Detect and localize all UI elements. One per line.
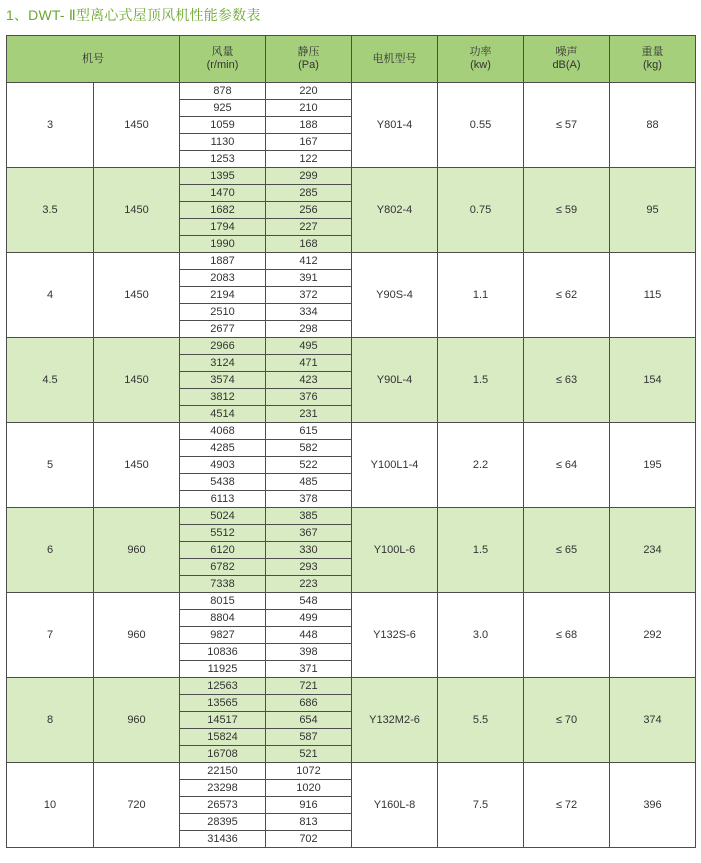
airflow-cell: 2083 (180, 270, 266, 287)
airflow-cell: 10836 (180, 644, 266, 661)
motor-cell: Y90L-4 (352, 338, 438, 423)
power-cell: 0.55 (438, 83, 524, 168)
airflow-cell: 4285 (180, 440, 266, 457)
table-row (7, 168, 696, 185)
airflow-cell: 1059 (180, 117, 266, 134)
table-row (7, 593, 696, 610)
pressure-cell: 227 (266, 219, 352, 236)
model-cell: 7 (7, 593, 94, 678)
header-airflow (180, 36, 266, 83)
speed-cell: 1450 (94, 168, 180, 253)
page-title: 1、DWT- Ⅱ型离心式屋顶风机性能参数表 (6, 7, 261, 23)
weight-cell: 95 (610, 168, 696, 253)
weight-cell: 195 (610, 423, 696, 508)
airflow-cell: 1253 (180, 151, 266, 168)
pressure-cell: 654 (266, 712, 352, 729)
airflow-cell: 1130 (180, 134, 266, 151)
model-cell: 4 (7, 253, 94, 338)
table-row (7, 338, 696, 355)
power-cell: 2.2 (438, 423, 524, 508)
motor-cell: Y100L-6 (352, 508, 438, 593)
power-cell: 1.1 (438, 253, 524, 338)
motor-cell: Y132M2-6 (352, 678, 438, 763)
airflow-cell: 28395 (180, 814, 266, 831)
model-cell: 10 (7, 763, 94, 848)
motor-cell: Y90S-4 (352, 253, 438, 338)
table-row (7, 83, 696, 100)
speed-cell: 960 (94, 508, 180, 593)
speed-cell: 960 (94, 593, 180, 678)
airflow-cell: 1990 (180, 236, 266, 253)
header-model: 机号 (7, 36, 180, 83)
pressure-cell: 298 (266, 321, 352, 338)
power-cell: 1.5 (438, 338, 524, 423)
header-weight-label: 重量 (641, 46, 664, 58)
table-row (7, 508, 696, 525)
header-motor: 电机型号 (352, 36, 438, 83)
pressure-cell: 916 (266, 797, 352, 814)
speed-cell: 1450 (94, 83, 180, 168)
pressure-cell: 367 (266, 525, 352, 542)
pressure-cell: 548 (266, 593, 352, 610)
pressure-cell: 423 (266, 372, 352, 389)
pressure-cell: 499 (266, 610, 352, 627)
pressure-cell: 188 (266, 117, 352, 134)
pressure-cell: 582 (266, 440, 352, 457)
airflow-cell: 13565 (180, 695, 266, 712)
airflow-cell: 3124 (180, 355, 266, 372)
pressure-cell: 1072 (266, 763, 352, 780)
airflow-cell: 6782 (180, 559, 266, 576)
airflow-cell: 4514 (180, 406, 266, 423)
motor-cell: Y802-4 (352, 168, 438, 253)
header-airflow-label: 风量 (211, 46, 234, 58)
airflow-cell: 7338 (180, 576, 266, 593)
pressure-cell: 686 (266, 695, 352, 712)
pressure-cell: 231 (266, 406, 352, 423)
airflow-cell: 16708 (180, 746, 266, 763)
pressure-cell: 448 (266, 627, 352, 644)
pressure-cell: 485 (266, 474, 352, 491)
airflow-cell: 878 (180, 83, 266, 100)
speed-cell: 1450 (94, 423, 180, 508)
pressure-cell: 471 (266, 355, 352, 372)
header-pressure-unit: (Pa) (298, 59, 319, 71)
pressure-cell: 210 (266, 100, 352, 117)
model-cell: 3.5 (7, 168, 94, 253)
pressure-cell: 376 (266, 389, 352, 406)
airflow-cell: 4903 (180, 457, 266, 474)
noise-cell: ≤ 68 (524, 593, 610, 678)
pressure-cell: 122 (266, 151, 352, 168)
speed-cell: 1450 (94, 253, 180, 338)
airflow-cell: 925 (180, 100, 266, 117)
pressure-cell: 587 (266, 729, 352, 746)
airflow-cell: 26573 (180, 797, 266, 814)
pressure-cell: 334 (266, 304, 352, 321)
noise-cell: ≤ 70 (524, 678, 610, 763)
noise-cell: ≤ 59 (524, 168, 610, 253)
header-pressure-label: 静压 (297, 46, 320, 58)
airflow-cell: 23298 (180, 780, 266, 797)
pressure-cell: 167 (266, 134, 352, 151)
airflow-cell: 4068 (180, 423, 266, 440)
airflow-cell: 6120 (180, 542, 266, 559)
airflow-cell: 12563 (180, 678, 266, 695)
pressure-cell: 330 (266, 542, 352, 559)
pressure-cell: 391 (266, 270, 352, 287)
airflow-cell: 1395 (180, 168, 266, 185)
noise-cell: ≤ 63 (524, 338, 610, 423)
noise-cell: ≤ 65 (524, 508, 610, 593)
header-airflow-unit: (r/min) (206, 59, 239, 71)
airflow-cell: 6113 (180, 491, 266, 508)
header-row (7, 36, 696, 83)
pressure-cell: 398 (266, 644, 352, 661)
airflow-cell: 8804 (180, 610, 266, 627)
airflow-cell: 2510 (180, 304, 266, 321)
pressure-cell: 495 (266, 338, 352, 355)
airflow-cell: 5438 (180, 474, 266, 491)
header-power (438, 36, 524, 83)
speed-cell: 1450 (94, 338, 180, 423)
fan-spec-table (6, 35, 696, 848)
weight-cell: 88 (610, 83, 696, 168)
noise-cell: ≤ 57 (524, 83, 610, 168)
model-cell: 4.5 (7, 338, 94, 423)
airflow-cell: 15824 (180, 729, 266, 746)
pressure-cell: 412 (266, 253, 352, 270)
model-cell: 5 (7, 423, 94, 508)
airflow-cell: 2677 (180, 321, 266, 338)
table-row (7, 763, 696, 780)
airflow-cell: 2966 (180, 338, 266, 355)
speed-cell: 960 (94, 678, 180, 763)
airflow-cell: 22150 (180, 763, 266, 780)
airflow-cell: 5512 (180, 525, 266, 542)
airflow-cell: 3812 (180, 389, 266, 406)
motor-cell: Y801-4 (352, 83, 438, 168)
noise-cell: ≤ 62 (524, 253, 610, 338)
header-weight-unit: (kg) (643, 59, 662, 71)
speed-cell: 720 (94, 763, 180, 848)
weight-cell: 154 (610, 338, 696, 423)
airflow-cell: 1470 (180, 185, 266, 202)
pressure-cell: 615 (266, 423, 352, 440)
airflow-cell: 14517 (180, 712, 266, 729)
pressure-cell: 813 (266, 814, 352, 831)
model-cell: 8 (7, 678, 94, 763)
motor-cell: Y100L1-4 (352, 423, 438, 508)
weight-cell: 396 (610, 763, 696, 848)
airflow-cell: 1794 (180, 219, 266, 236)
pressure-cell: 299 (266, 168, 352, 185)
airflow-cell: 5024 (180, 508, 266, 525)
header-pressure (266, 36, 352, 83)
pressure-cell: 371 (266, 661, 352, 678)
pressure-cell: 721 (266, 678, 352, 695)
model-cell: 6 (7, 508, 94, 593)
pressure-cell: 385 (266, 508, 352, 525)
header-noise-unit: dB(A) (552, 59, 581, 71)
pressure-cell: 522 (266, 457, 352, 474)
airflow-cell: 1682 (180, 202, 266, 219)
table-row (7, 253, 696, 270)
noise-cell: ≤ 72 (524, 763, 610, 848)
pressure-cell: 378 (266, 491, 352, 508)
pressure-cell: 372 (266, 287, 352, 304)
header-noise (524, 36, 610, 83)
header-weight (610, 36, 696, 83)
pressure-cell: 293 (266, 559, 352, 576)
pressure-cell: 168 (266, 236, 352, 253)
pressure-cell: 702 (266, 831, 352, 848)
table-row (7, 423, 696, 440)
weight-cell: 234 (610, 508, 696, 593)
airflow-cell: 2194 (180, 287, 266, 304)
motor-cell: Y132S-6 (352, 593, 438, 678)
motor-cell: Y160L-8 (352, 763, 438, 848)
airflow-cell: 31436 (180, 831, 266, 848)
weight-cell: 115 (610, 253, 696, 338)
pressure-cell: 521 (266, 746, 352, 763)
power-cell: 0.75 (438, 168, 524, 253)
model-cell: 3 (7, 83, 94, 168)
airflow-cell: 9827 (180, 627, 266, 644)
header-noise-label: 噪声 (555, 46, 578, 58)
pressure-cell: 1020 (266, 780, 352, 797)
airflow-cell: 1887 (180, 253, 266, 270)
pressure-cell: 220 (266, 83, 352, 100)
header-power-label: 功率 (469, 46, 492, 58)
power-cell: 7.5 (438, 763, 524, 848)
pressure-cell: 256 (266, 202, 352, 219)
power-cell: 3.0 (438, 593, 524, 678)
airflow-cell: 11925 (180, 661, 266, 678)
pressure-cell: 223 (266, 576, 352, 593)
power-cell: 1.5 (438, 508, 524, 593)
noise-cell: ≤ 64 (524, 423, 610, 508)
weight-cell: 292 (610, 593, 696, 678)
power-cell: 5.5 (438, 678, 524, 763)
table-body (7, 83, 696, 848)
header-power-unit: (kw) (470, 59, 491, 71)
pressure-cell: 285 (266, 185, 352, 202)
weight-cell: 374 (610, 678, 696, 763)
airflow-cell: 8015 (180, 593, 266, 610)
airflow-cell: 3574 (180, 372, 266, 389)
table-row (7, 678, 696, 695)
